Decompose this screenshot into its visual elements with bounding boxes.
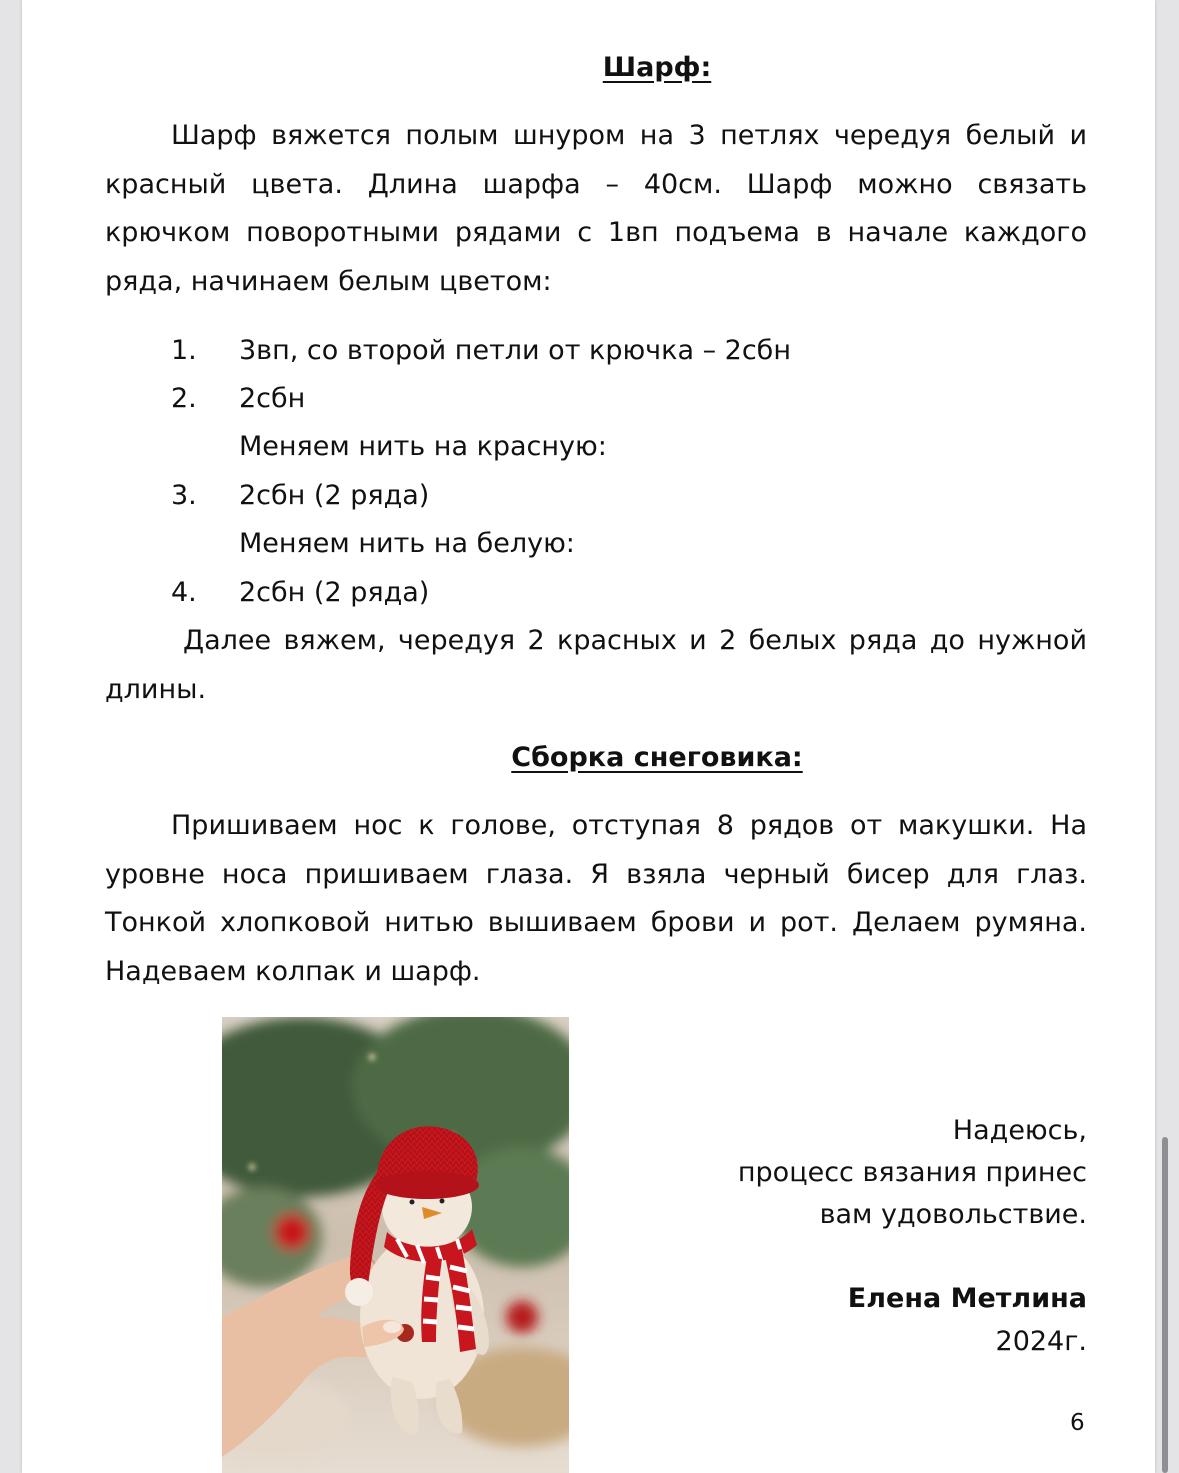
scrollbar-thumb[interactable]: [1162, 1137, 1168, 1473]
scarf-intro-paragraph: [105, 112, 1087, 306]
snowman-photo: [222, 1017, 569, 1473]
step-3-text: 2сбн (2 ряда): [239, 480, 430, 511]
closing-line-2: процесс вязания принес: [737, 1157, 1087, 1188]
page-number: 6: [1070, 1410, 1085, 1436]
step-4-text: 2сбн (2 ряда): [239, 577, 430, 608]
author-name: Елена Метлина: [847, 1283, 1087, 1314]
step-4-number: 4.: [171, 577, 197, 608]
step-2-number: 2.: [171, 383, 197, 414]
assembly-text: Пришиваем нос к голове, отступая 8 рядов от макушки. На уровне носа пришиваем глаза. Я взяла черный бисер для глаз. Тонкой хлопковой нитью вышиваем брови и рот. Делаем румяна. Надеваем колпак и шарф.: [105, 810, 1087, 987]
scarf-outro-paragraph: [105, 617, 1087, 714]
assembly-heading: Сборка снеговика:: [511, 742, 803, 773]
assembly-paragraph: [105, 802, 1087, 996]
scarf-heading: Шарф:: [602, 52, 712, 83]
year: 2024г.: [995, 1326, 1087, 1357]
scarf-outro-text: Далее вяжем, чередуя 2 красных и 2 белых ряда до нужной длины.: [105, 625, 1087, 705]
scarf-intro-text: Шарф вяжется полым шнуром на 3 петлях чередуя белый и красный цвета. Длина шарфа – 40см. Шарф можно связать крючком поворотными рядами с 1вп подъема в начале каждого ряда, начинаем белым цветом:: [105, 120, 1087, 297]
step-2-text: 2сбн: [239, 383, 306, 414]
step-3-number: 3.: [171, 480, 197, 511]
document-page: [22, 0, 1155, 1473]
color-change-white: Меняем нить на белую:: [239, 528, 575, 559]
color-change-red: Меняем нить на красную:: [239, 431, 607, 462]
closing-line-1: Надеюсь,: [952, 1115, 1087, 1146]
closing-line-3: вам удовольствие.: [819, 1199, 1087, 1230]
step-1-text: 3вп, со второй петли от крючка – 2сбн: [239, 335, 791, 366]
step-1-number: 1.: [171, 335, 197, 366]
